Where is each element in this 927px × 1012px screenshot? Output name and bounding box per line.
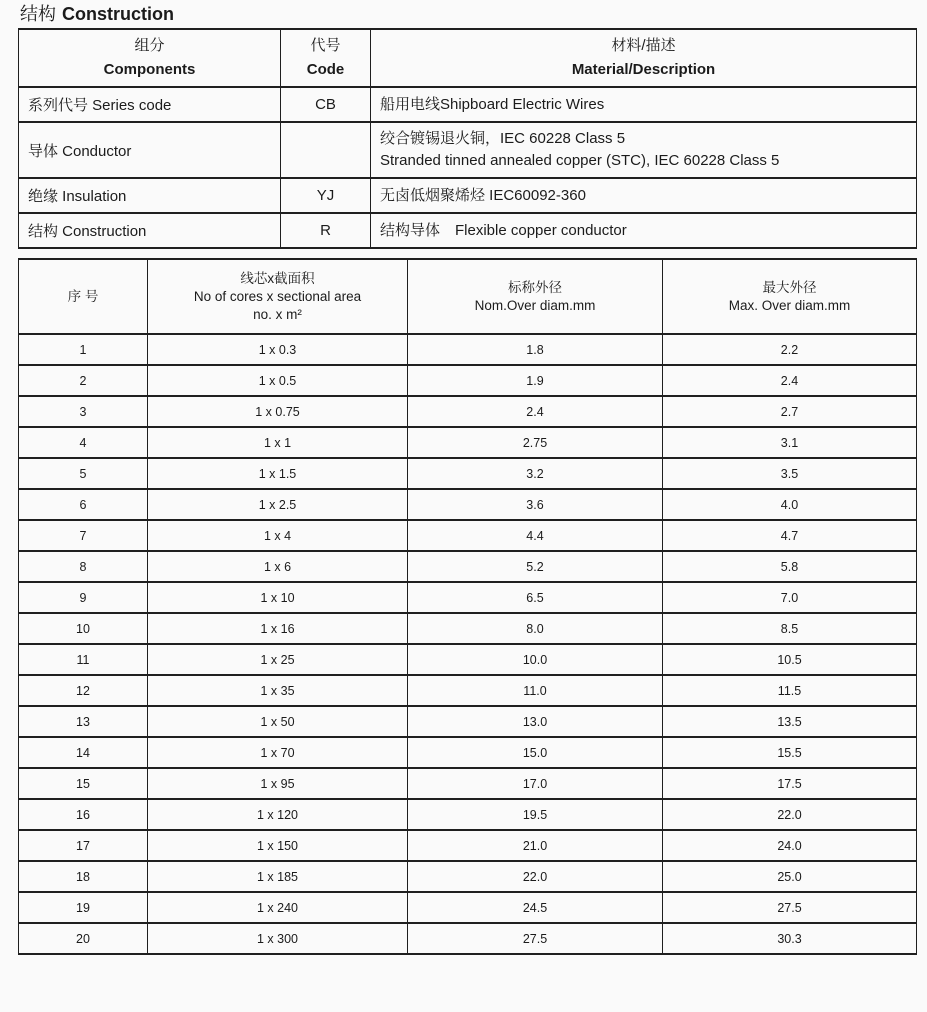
code-cell [281, 122, 371, 178]
serial-cell: 7 [19, 520, 148, 551]
max-diameter-cell: 11.5 [663, 675, 917, 706]
sizes-table-row [19, 830, 917, 861]
page-title-zh: 结构 [20, 4, 56, 24]
serial-cell: 8 [19, 551, 148, 582]
sizes-header-max-en: Max. Over diam.mm [728, 297, 851, 313]
cores-area-cell: 1 x 185 [148, 861, 408, 892]
max-diameter-cell: 17.5 [663, 768, 917, 799]
sizes-table-row [19, 458, 917, 489]
cores-area-cell: 1 x 10 [148, 582, 408, 613]
serial-cell: 3 [19, 396, 148, 427]
sizes-header-nominal-zh: 标称外径 [508, 279, 562, 295]
cores-area-cell: 1 x 0.5 [148, 365, 408, 396]
cores-area-cell: 1 x 1 [148, 427, 408, 458]
sizes-table-row [19, 365, 917, 396]
cores-area-cell: 1 x 0.75 [148, 396, 408, 427]
construction-table-body [19, 87, 917, 248]
cores-area-cell: 1 x 95 [148, 768, 408, 799]
cores-area-cell: 1 x 50 [148, 706, 408, 737]
serial-cell: 11 [19, 644, 148, 675]
header-code-en: Code [306, 61, 345, 78]
nominal-diameter-cell: 1.9 [408, 365, 663, 396]
serial-cell: 20 [19, 923, 148, 954]
serial-cell: 17 [19, 830, 148, 861]
sizes-table-row [19, 799, 917, 830]
max-diameter-cell: 8.5 [663, 613, 917, 644]
max-diameter-cell: 15.5 [663, 737, 917, 768]
nominal-diameter-cell: 22.0 [408, 861, 663, 892]
sizes-table-row [19, 923, 917, 954]
component-cell: 系列代号 Series code [19, 87, 281, 122]
serial-cell: 2 [19, 365, 148, 396]
nominal-diameter-cell: 6.5 [408, 582, 663, 613]
nominal-diameter-cell: 24.5 [408, 892, 663, 923]
nominal-diameter-cell: 21.0 [408, 830, 663, 861]
max-diameter-cell: 2.2 [663, 334, 917, 365]
description-line: 绞合镀锡退火铜，IEC 60228 Class 5 [380, 130, 626, 147]
sizes-table-row [19, 892, 917, 923]
sizes-table-row [19, 396, 917, 427]
header-material-en: Material/Description [571, 61, 716, 78]
max-diameter-cell: 4.7 [663, 520, 917, 551]
max-diameter-cell: 27.5 [663, 892, 917, 923]
nominal-diameter-cell: 11.0 [408, 675, 663, 706]
cores-area-cell: 1 x 0.3 [148, 334, 408, 365]
nominal-diameter-cell: 15.0 [408, 737, 663, 768]
nominal-diameter-cell: 4.4 [408, 520, 663, 551]
component-cell: 绝缘 Insulation [19, 178, 281, 213]
code-cell: CB [281, 87, 371, 122]
description-cell [371, 87, 917, 122]
sizes-header-serial-line: 序 号 [67, 288, 99, 304]
sizes-table [18, 258, 917, 955]
construction-table-row [19, 87, 917, 122]
description-line: 结构导体 Flexible copper conductor [380, 221, 627, 239]
sizes-table-body [19, 334, 917, 954]
max-diameter-cell: 30.3 [663, 923, 917, 954]
serial-cell: 5 [19, 458, 148, 489]
sizes-header-serial [19, 259, 148, 334]
cores-area-cell: 1 x 35 [148, 675, 408, 706]
sizes-table-row [19, 613, 917, 644]
cores-area-cell: 1 x 70 [148, 737, 408, 768]
max-diameter-cell: 22.0 [663, 799, 917, 830]
code-cell: R [281, 213, 371, 248]
construction-header-components [19, 29, 281, 87]
serial-cell: 16 [19, 799, 148, 830]
nominal-diameter-cell: 19.5 [408, 799, 663, 830]
max-diameter-cell: 5.8 [663, 551, 917, 582]
page-title-en: Construction [62, 4, 174, 24]
max-diameter-cell: 3.5 [663, 458, 917, 489]
nominal-diameter-cell: 3.2 [408, 458, 663, 489]
serial-cell: 15 [19, 768, 148, 799]
serial-cell: 19 [19, 892, 148, 923]
max-diameter-cell: 3.1 [663, 427, 917, 458]
header-material-zh: 材料/描述 [611, 37, 676, 54]
sizes-table-row [19, 520, 917, 551]
cores-area-cell: 1 x 16 [148, 613, 408, 644]
construction-table [18, 28, 917, 249]
header-components-zh: 组分 [134, 37, 165, 54]
serial-cell: 18 [19, 861, 148, 892]
construction-table-header-row [19, 29, 917, 87]
cores-area-cell: 1 x 240 [148, 892, 408, 923]
nominal-diameter-cell: 2.75 [408, 427, 663, 458]
construction-table-row [19, 178, 917, 213]
cores-area-cell: 1 x 2.5 [148, 489, 408, 520]
sizes-table-row [19, 644, 917, 675]
sizes-table-row [19, 551, 917, 582]
sizes-table-row [19, 737, 917, 768]
nominal-diameter-cell: 5.2 [408, 551, 663, 582]
sizes-table-row [19, 427, 917, 458]
description-line: Stranded tinned annealed copper (STC), IEC 60228 Class 5 [380, 152, 780, 169]
cores-area-cell: 1 x 120 [148, 799, 408, 830]
serial-cell: 6 [19, 489, 148, 520]
sizes-header-cores-unit: no. x m² [253, 306, 302, 322]
description-cell [371, 178, 917, 213]
max-diameter-cell: 2.7 [663, 396, 917, 427]
component-cell: 结构 Construction [19, 213, 281, 248]
max-diameter-cell: 25.0 [663, 861, 917, 892]
code-cell: YJ [281, 178, 371, 213]
max-diameter-cell: 13.5 [663, 706, 917, 737]
sizes-header-nominal-en: Nom.Over diam.mm [474, 297, 596, 313]
max-diameter-cell: 24.0 [663, 830, 917, 861]
nominal-diameter-cell: 2.4 [408, 396, 663, 427]
construction-table-row [19, 122, 917, 178]
sizes-header-max-zh: 最大外径 [762, 279, 817, 295]
header-code-zh: 代号 [310, 37, 341, 54]
cores-area-cell: 1 x 300 [148, 923, 408, 954]
cores-area-cell: 1 x 150 [148, 830, 408, 861]
cores-area-cell: 1 x 1.5 [148, 458, 408, 489]
construction-header-material [371, 29, 917, 87]
header-components-en: Components [103, 61, 196, 78]
nominal-diameter-cell: 10.0 [408, 644, 663, 675]
sizes-table-row [19, 861, 917, 892]
nominal-diameter-cell: 27.5 [408, 923, 663, 954]
sizes-header-cores [148, 259, 408, 334]
max-diameter-cell: 7.0 [663, 582, 917, 613]
serial-cell: 13 [19, 706, 148, 737]
cores-area-cell: 1 x 25 [148, 644, 408, 675]
sizes-table-row [19, 768, 917, 799]
sizes-table-header-row [19, 259, 917, 334]
serial-cell: 4 [19, 427, 148, 458]
nominal-diameter-cell: 8.0 [408, 613, 663, 644]
cores-area-cell: 1 x 4 [148, 520, 408, 551]
max-diameter-cell: 4.0 [663, 489, 917, 520]
sizes-table-row [19, 582, 917, 613]
serial-cell: 1 [19, 334, 148, 365]
serial-cell: 14 [19, 737, 148, 768]
component-cell: 导体 Conductor [19, 122, 281, 178]
max-diameter-cell: 10.5 [663, 644, 917, 675]
sizes-table-row [19, 489, 917, 520]
serial-cell: 12 [19, 675, 148, 706]
page-title [20, 2, 174, 26]
nominal-diameter-cell: 13.0 [408, 706, 663, 737]
construction-header-code [281, 29, 371, 87]
construction-table-row [19, 213, 917, 248]
description-line: 船用电线Shipboard Electric Wires [380, 95, 605, 113]
sizes-header-cores-zh: 线芯x截面积 [240, 270, 315, 286]
sizes-table-row [19, 334, 917, 365]
sizes-header-cores-en: No of cores x sectional area [193, 288, 362, 304]
sizes-table-row [19, 675, 917, 706]
description-cell [371, 122, 917, 178]
serial-cell: 9 [19, 582, 148, 613]
cores-area-cell: 1 x 6 [148, 551, 408, 582]
description-cell [371, 213, 917, 248]
serial-cell: 10 [19, 613, 148, 644]
sizes-header-max-diameter [663, 259, 917, 334]
max-diameter-cell: 2.4 [663, 365, 917, 396]
nominal-diameter-cell: 3.6 [408, 489, 663, 520]
description-line: 无卤低烟聚烯烃 IEC60092-360 [380, 186, 586, 204]
sizes-header-nominal-diameter [408, 259, 663, 334]
sizes-table-row [19, 706, 917, 737]
nominal-diameter-cell: 17.0 [408, 768, 663, 799]
nominal-diameter-cell: 1.8 [408, 334, 663, 365]
